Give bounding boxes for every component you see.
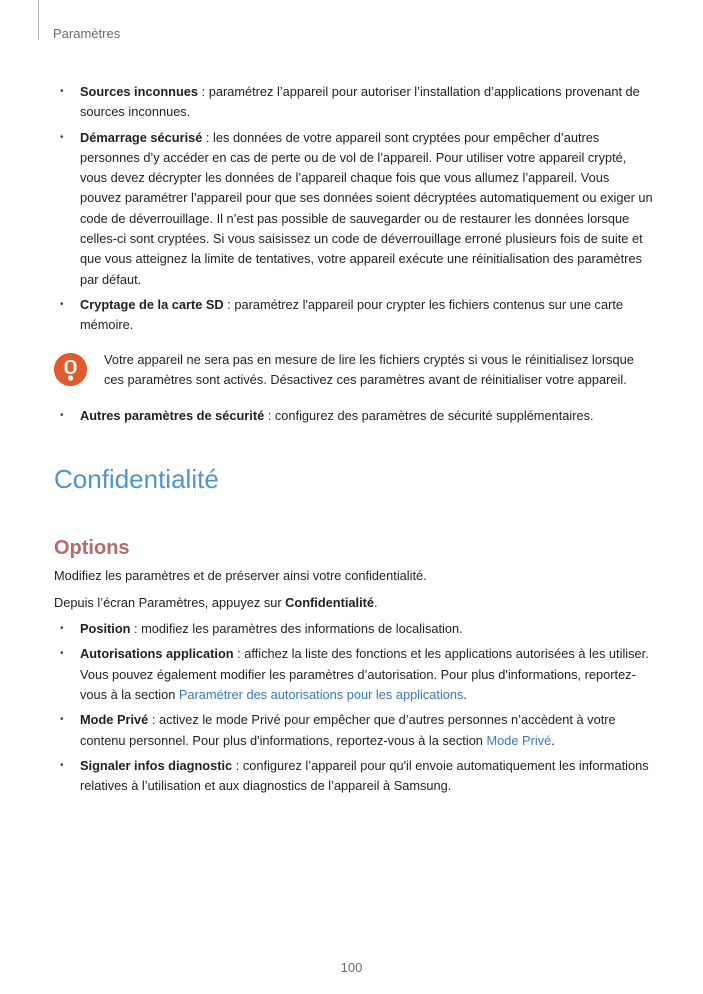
cross-reference-link[interactable]: Mode Privé [486, 732, 552, 748]
item-description: : modifiez les paramètres des informations de localisation. [130, 621, 463, 637]
item-term: Autres paramètres de sécurité [80, 408, 265, 424]
instruction-paragraph [54, 593, 654, 613]
list-item [54, 406, 654, 426]
subsection-title: Options [54, 537, 130, 560]
page-corner-mark [38, 0, 39, 40]
list-item [54, 619, 654, 639]
item-term: Sources inconnues [80, 84, 199, 99]
warning-note [54, 350, 654, 391]
page-number: 100 [340, 960, 363, 975]
instruction-target: Confidentialité [285, 594, 375, 610]
item-term: Démarrage sécurisé [80, 129, 203, 145]
item-end: . [551, 732, 555, 748]
list-item [54, 710, 654, 751]
list-item [54, 756, 654, 797]
item-description: : activez le mode Privé pour empêcher que d’autres personnes n’accèdent à votre contenu personnel. Pour plus d'informations, reportez-vous à la section [80, 712, 616, 748]
item-term: Mode Privé [80, 712, 149, 728]
item-description: : les données de votre appareil sont cryptées pour empêcher d’autres personnes d’y accéder en cas de perte ou de vol de l’appareil. Pour utiliser votre appareil crypté, vous devez décrypter les données de l’appareil chaque fois que vous allumez l’appareil. Vous pouvez paramétrer l’appareil pour que ses données soient décryptées automatiquement ou exiger un code de déverrouillage. Il n’est pas possible de sauvegarder ou de restaurer les données lorsque celles-ci sont cryptées. Si vous saisissez un code de déverrouillage erroné plusieurs fois de suite et que vous atteignez la limite de tentatives, votre appareil exécute une réinitialisation des paramètres par défaut. [80, 129, 653, 287]
privacy-options-list [54, 619, 654, 796]
warning-text: Votre appareil ne sera pas en mesure de lire les fichiers cryptés si vous le réinitialisez lorsque ces paramètres sont activés. Désactivez ces paramètres avant de réinitialiser votre appareil. [104, 351, 634, 387]
item-term: Autorisations application [80, 646, 234, 662]
instruction-prefix: Depuis l’écran Paramètres, appuyez sur [54, 594, 286, 610]
page-content [54, 82, 654, 801]
item-term: Position [80, 621, 131, 637]
item-description: : affichez la liste des fonctions et les applications autorisées à les utiliser. Vous pouvez également modifier les paramètres d’autorisation. Pour plus d'informations, reportez-vous à la section [80, 646, 649, 702]
item-description: : paramétrez l'appareil pour crypter les fichiers contenus sur une carte mémoire. [80, 296, 624, 333]
list-item [54, 128, 654, 290]
section-title: Confidentialité [54, 464, 219, 495]
item-term: Signaler infos diagnostic [80, 757, 233, 773]
running-header: Paramètres [53, 26, 121, 41]
item-description: : configurez l’appareil pour qu'il envoie automatiquement les informations relatives à l’utilisation et aux diagnostics de l’appareil à Samsung. [80, 757, 649, 794]
item-description: : paramétrez l’appareil pour autoriser l’installation d’applications provenant de sources inconnues. [80, 84, 640, 120]
list-item [54, 82, 654, 123]
instruction-suffix: . [374, 594, 378, 610]
item-description: : configurez des paramètres de sécurité supplémentaires. [264, 408, 594, 424]
list-item [54, 295, 654, 336]
warning-icon [54, 353, 87, 386]
security-options-list [54, 82, 654, 336]
cross-reference-link[interactable]: Paramétrer des autorisations pour les applications [178, 686, 464, 702]
item-end: . [463, 686, 467, 702]
item-term: Cryptage de la carte SD [80, 296, 224, 312]
intro-paragraph: Modifiez les paramètres et de préserver ainsi votre confidentialité. [54, 568, 427, 584]
list-item [54, 644, 654, 705]
extra-security-list [54, 406, 654, 426]
